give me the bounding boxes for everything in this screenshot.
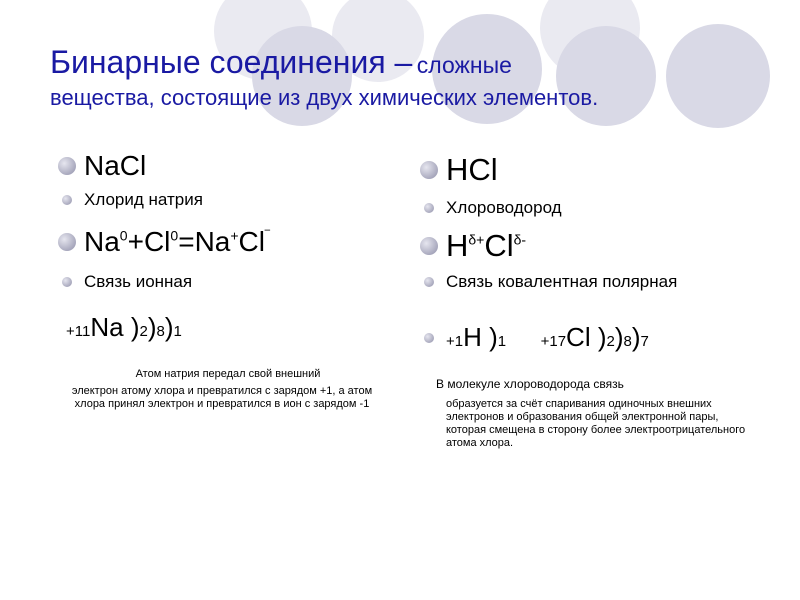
hcl-note-body: образуется за счёт спаривания одиночных внешних электронов и образования общей электронной пары, которая смещена в сторону более электроотрицательного атома хлора. [446, 398, 746, 449]
shell-item [420, 322, 649, 353]
h-shell-scheme [446, 322, 506, 352]
cl-symbol: Cl [484, 228, 514, 263]
shell-bracket: ) [489, 322, 498, 352]
shell-electrons: 8 [623, 333, 632, 350]
equals-sign: = [178, 226, 195, 257]
polar-item [420, 228, 526, 264]
nacl-item [58, 150, 146, 182]
plus-sign: + [127, 226, 144, 257]
title-tail: сложные [416, 52, 512, 78]
cl-shell-symbol: Cl [566, 322, 591, 352]
hcl-item [420, 152, 498, 188]
cl-partial-charge: δ- [513, 231, 527, 248]
shell-bracket: ) [147, 312, 157, 342]
h-symbol: H [446, 228, 469, 263]
hcl-note-line1: В молекуле хлороводорода связь [436, 377, 624, 391]
cl-nucleus-charge: +17 [540, 333, 567, 350]
cl-shell-scheme [541, 322, 649, 352]
nacl-name-item [58, 190, 203, 210]
ionic-bond: Связь ионная [84, 272, 193, 291]
na-shell-scheme [66, 312, 182, 343]
na-note-body: электрон атому хлора и превратился с зарядом +1, а атом хлора принял электрон и превратился в ион с зарядом -1 [71, 385, 373, 410]
title-main: Бинарные соединения – [50, 44, 413, 80]
na-shell-symbol: Na [90, 312, 124, 342]
nacl-name: Хлорид натрия [84, 190, 203, 209]
shell-bracket: ) [597, 322, 607, 352]
hcl-name-item [420, 198, 562, 218]
cl-oxidation: 0 [170, 227, 179, 244]
na-oxidation: 0 [119, 227, 128, 244]
h-partial-charge: δ+ [468, 231, 485, 248]
na-nucleus-charge: +11 [66, 323, 91, 340]
shell-electrons: 1 [173, 323, 182, 340]
shell-bracket: ) [614, 322, 624, 352]
cl-ion-charge: ‾ [265, 227, 270, 244]
hcl-formula: HCl [446, 152, 498, 187]
title-line2: вещества, состоящие из двух химических элементов. [50, 85, 599, 110]
na-note-line1: Атом натрия передал свой внешний [135, 368, 321, 380]
nacl-formula: NaCl [84, 150, 147, 181]
shell-electrons: 1 [497, 333, 507, 350]
reaction-item [58, 226, 270, 258]
na-ion-symbol: Na [194, 226, 231, 257]
reaction-equation [84, 226, 270, 257]
polar-bond: Связь ковалентная полярная [446, 272, 678, 291]
shell-electrons: 7 [640, 333, 649, 350]
ionic-bond-item [58, 272, 192, 292]
polar-bond-item [420, 272, 677, 292]
shell-electrons: 2 [139, 323, 148, 340]
shell-bracket: ) [130, 312, 140, 342]
h-nucleus-charge: +1 [446, 333, 464, 350]
polar-formula [446, 228, 526, 263]
cl-ion-symbol: Cl [238, 226, 265, 257]
slide-title [50, 42, 750, 112]
hcl-name: Хлороводород [446, 198, 562, 217]
shell-bracket: ) [164, 312, 174, 342]
shell-electrons: 2 [606, 333, 615, 350]
shell-electrons: 8 [156, 323, 165, 340]
na-symbol: Na [84, 226, 120, 257]
na-ion-charge: + [230, 227, 239, 244]
h-shell-symbol: H [463, 322, 482, 352]
cl-symbol: Cl [143, 226, 171, 257]
shell-bracket: ) [631, 322, 641, 352]
